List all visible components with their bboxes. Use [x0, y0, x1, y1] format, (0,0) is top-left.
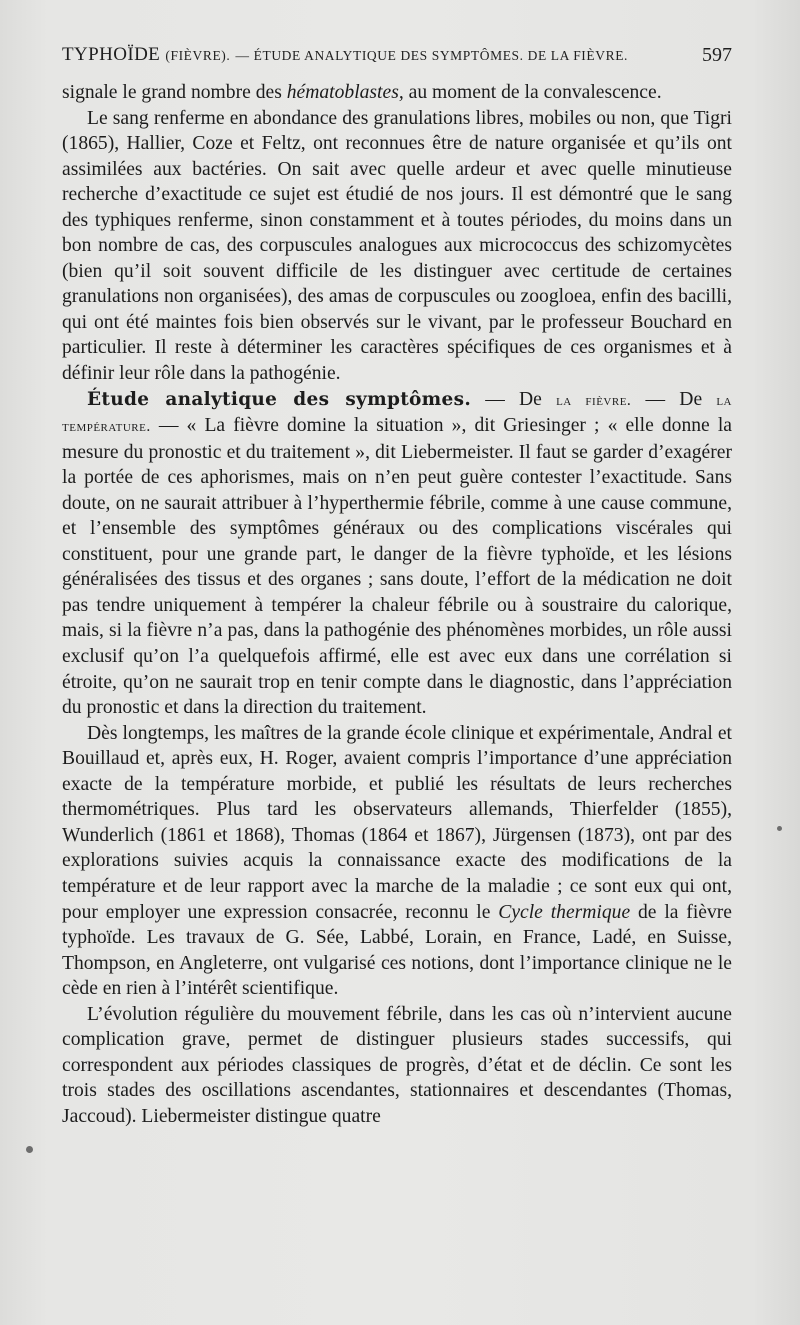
- ink-spot: [777, 826, 782, 831]
- title-paren: (FIÈVRE).: [165, 48, 231, 63]
- subheading-temperature: la température.: [62, 391, 732, 436]
- paragraph-2: Le sang renferme en abondance des granulations libres, mobiles ou non, que Tigri (1865), Hallier, Coze et Feltz, ont reconnues être de nature organisée et qu’ils ont assimilées aux bactéries. On sait avec quelle ardeur et avec quelle minutieuse recherche d’exactitude ce sujet est étudié de nos jours. Il est démontré que le sang des typhiques renferme, sinon constamment et à toutes périodes, du moins dans un bon nombre de cas, des corpuscules analogues aux micrococcus des schizomycètes (bien qu’il soit souvent difficile de les distinguer avec certitude de certaines granulations non organisées), des amas de corpuscules ou zoogloea, enfin des bacilli, qui ont été maintes fois bien observés sur le vivant, par le professeur Bouchard en particulier. Il reste à déterminer les caractères spécifiques de ces organismes et à définir leur rôle dans la pathogénie.: [62, 107, 732, 385]
- body-text: [62, 80, 732, 1129]
- running-title: [62, 44, 628, 66]
- paragraph-5: L’évolution régulière du mouvement fébrile, dans les cas où n’intervient aucune complication grave, permet de distinguer plusieurs stades successifs, qui correspondent aux périodes classiques de progrès, d’état et de déclin. Ce sont les trois stades des oscillations ascendantes, stationnaires et descendantes (Thomas, Jaccoud). Liebermeister distingue quatre: [62, 1003, 732, 1127]
- paragraph-4-text-a: Dès longtemps, les maîtres de la grande école clinique et expérimentale, Andral et Bouillaud et, après eux, H. Roger, avaient compris l’importance d’une appréciation exacte de la température morbide, et publié les résultats de leurs recherches thermométriques. Plus tard les observateurs allemands, Thierfelder (1855), Wunderlich (1861 et 1868), Thomas (1864 et 1867), Jürgensen (1873), ont par des explorations suivies acquis la connaissance exacte des modifications de la température et de leur rapport avec la marche de la maladie ; ce sont eux qui ont, pour employer une expression consacrée, reconnu le: [62, 722, 732, 923]
- paragraph-1: [62, 80, 732, 106]
- running-header: [62, 44, 732, 74]
- paragraph-1-italic: hématoblastes,: [286, 82, 404, 103]
- subheading-dash-1: — De: [471, 388, 557, 410]
- subheading-dash-2: — De: [631, 388, 717, 410]
- ink-spot: [26, 1146, 33, 1153]
- title-main: TYPHOÏDE: [62, 44, 161, 65]
- subheading-fever: la fièvre.: [556, 391, 632, 409]
- paragraph-4-text-c: de la fièvre typhoïde. Les travaux de G. Sée, Labbé, Lorain, en France, Ladé, en Suisse, Thompson, en Angleterre, ont vulgarisé ces notions, dont l’importance clinique ne le cède en rien à l’intérêt scientifique.: [62, 901, 732, 1000]
- paragraph-1-text-a: signale le grand nombre des: [62, 82, 287, 103]
- page-number: 597: [702, 44, 732, 66]
- title-rest: — ÉTUDE ANALYTIQUE DES SYMPTÔMES. DE LA FIÈVRE.: [235, 48, 629, 63]
- paragraph-4-italic: Cycle thermique: [498, 901, 631, 923]
- paragraph-4: [62, 721, 732, 1002]
- paragraph-3-text: — « La fièvre domine la situation », dit Griesinger ; « elle donne la mesure du pronostic et du traitement », dit Liebermeister. Il faut se garder d’exagérer la portée de ces aphorismes, mais on n’en peut guère contester l’exactitude. Sans doute, on ne saurait attribuer à l’hyperthermie fébrile, comme à une cause commune, et l’ensemble des symptômes généraux ou des complications viscérales qui constituent, pour une grande part, le danger de la fièvre typhoïde, et les lésions généralisées des tissus et des organes ; sans doute, l’effort de la médication ne doit pas tendre uniquement à tempérer la chaleur fébrile ou à soustraire du calorique, mais, si la fièvre n’a pas, dans la pathogénie des phénomènes morbides, un rôle aussi exclusif qu’on l’a quelquefois affirmé, elle est avec eux dans une corrélation si étroite, qu’on ne saurait trop en tenir compte dans le diagnostic, dans l’appréciation du pronostic et dans la direction du traitement.: [62, 415, 732, 719]
- paragraph-3: [62, 387, 732, 721]
- paragraph-1-text-c: au moment de la convalescence.: [403, 82, 662, 103]
- section-heading: Étude analytique des symptômes.: [87, 388, 472, 410]
